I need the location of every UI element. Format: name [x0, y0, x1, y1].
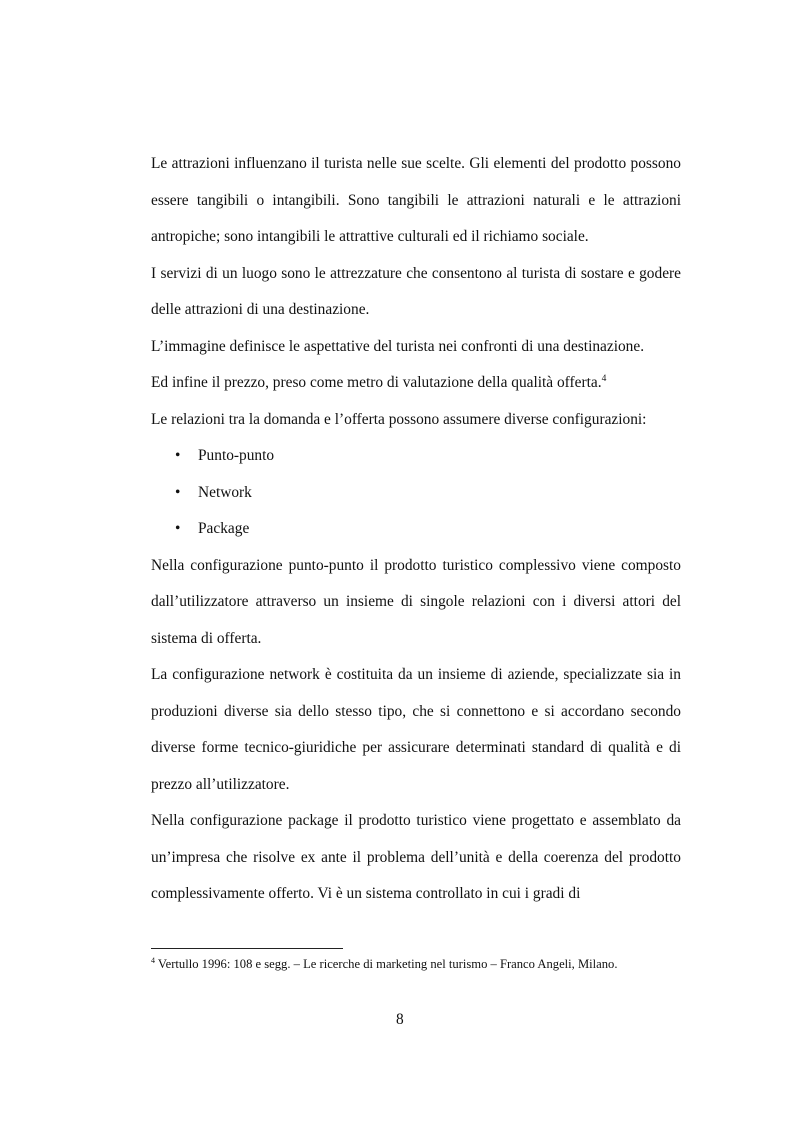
paragraph-services: I servizi di un luogo sono le attrezzature che consentono al turista di sostare e godere delle attrazioni di una destinazione. [151, 264, 681, 318]
page-number: 8 [396, 1011, 404, 1028]
paragraph-attractions: Le attrazioni influenzano il turista nelle sue scelte. Gli elementi del prodotto possono essere tangibili o intangibili. Sono tangibili le attrazioni naturali e le attrazioni antropiche; sono intangibili le attrattive culturali ed il richiamo sociale. [151, 155, 681, 245]
paragraph-price [151, 365, 681, 402]
main-text [151, 146, 681, 913]
configuration-list [151, 438, 681, 548]
list-item-label: Package [198, 520, 250, 537]
paragraph-image: L’immagine definisce le aspettative del turista nei confronti di una destinazione. [151, 337, 645, 355]
paragraph-relations-intro: Le relazioni tra la domanda e l’offerta possono assumere diverse configurazioni: [151, 410, 647, 428]
bullet-icon: • [175, 447, 181, 464]
bullet-icon: • [175, 520, 181, 537]
list-item [151, 438, 681, 475]
footnote-reference: 4 [601, 374, 607, 384]
footnote-marker: 4 [151, 956, 155, 965]
list-item [151, 511, 681, 548]
list-item-label: Network [198, 483, 252, 501]
paragraph-network: La configurazione network è costituita da un insieme di aziende, specializzate sia in produzioni diverse sia dello stesso tipo, che si connettono e si accordano secondo diverse forme tecnico-giuridiche per assicurare determinati standard di qualità e di prezzo all’utilizzatore. [151, 666, 681, 793]
price-sentence: Ed infine il prezzo, preso come metro di valutazione della qualità offerta. [151, 374, 602, 391]
paragraph-package: Nella configurazione package il prodotto turistico viene progettato e assemblato da un’impresa che risolve ex ante il problema dell’unità e della coerenza del prodotto complessivamente offerto. Vi è un sistema controllato in cui i gradi di [151, 812, 681, 902]
list-item [151, 475, 681, 512]
footnote-text: Vertullo 1996: 108 e segg. – Le ricerche di marketing nel turismo – Franco Angeli, Milano. [155, 957, 618, 971]
bullet-icon: • [175, 483, 181, 501]
footnote-separator [151, 948, 343, 949]
paragraph-point-to-point: Nella configurazione punto-punto il prodotto turistico complessivo viene composto dall’utilizzatore attraverso un insieme di singole relazioni con i diversi attori del sistema di offerta. [151, 556, 681, 647]
footnote [151, 956, 711, 972]
list-item-label: Punto-punto [198, 447, 275, 464]
